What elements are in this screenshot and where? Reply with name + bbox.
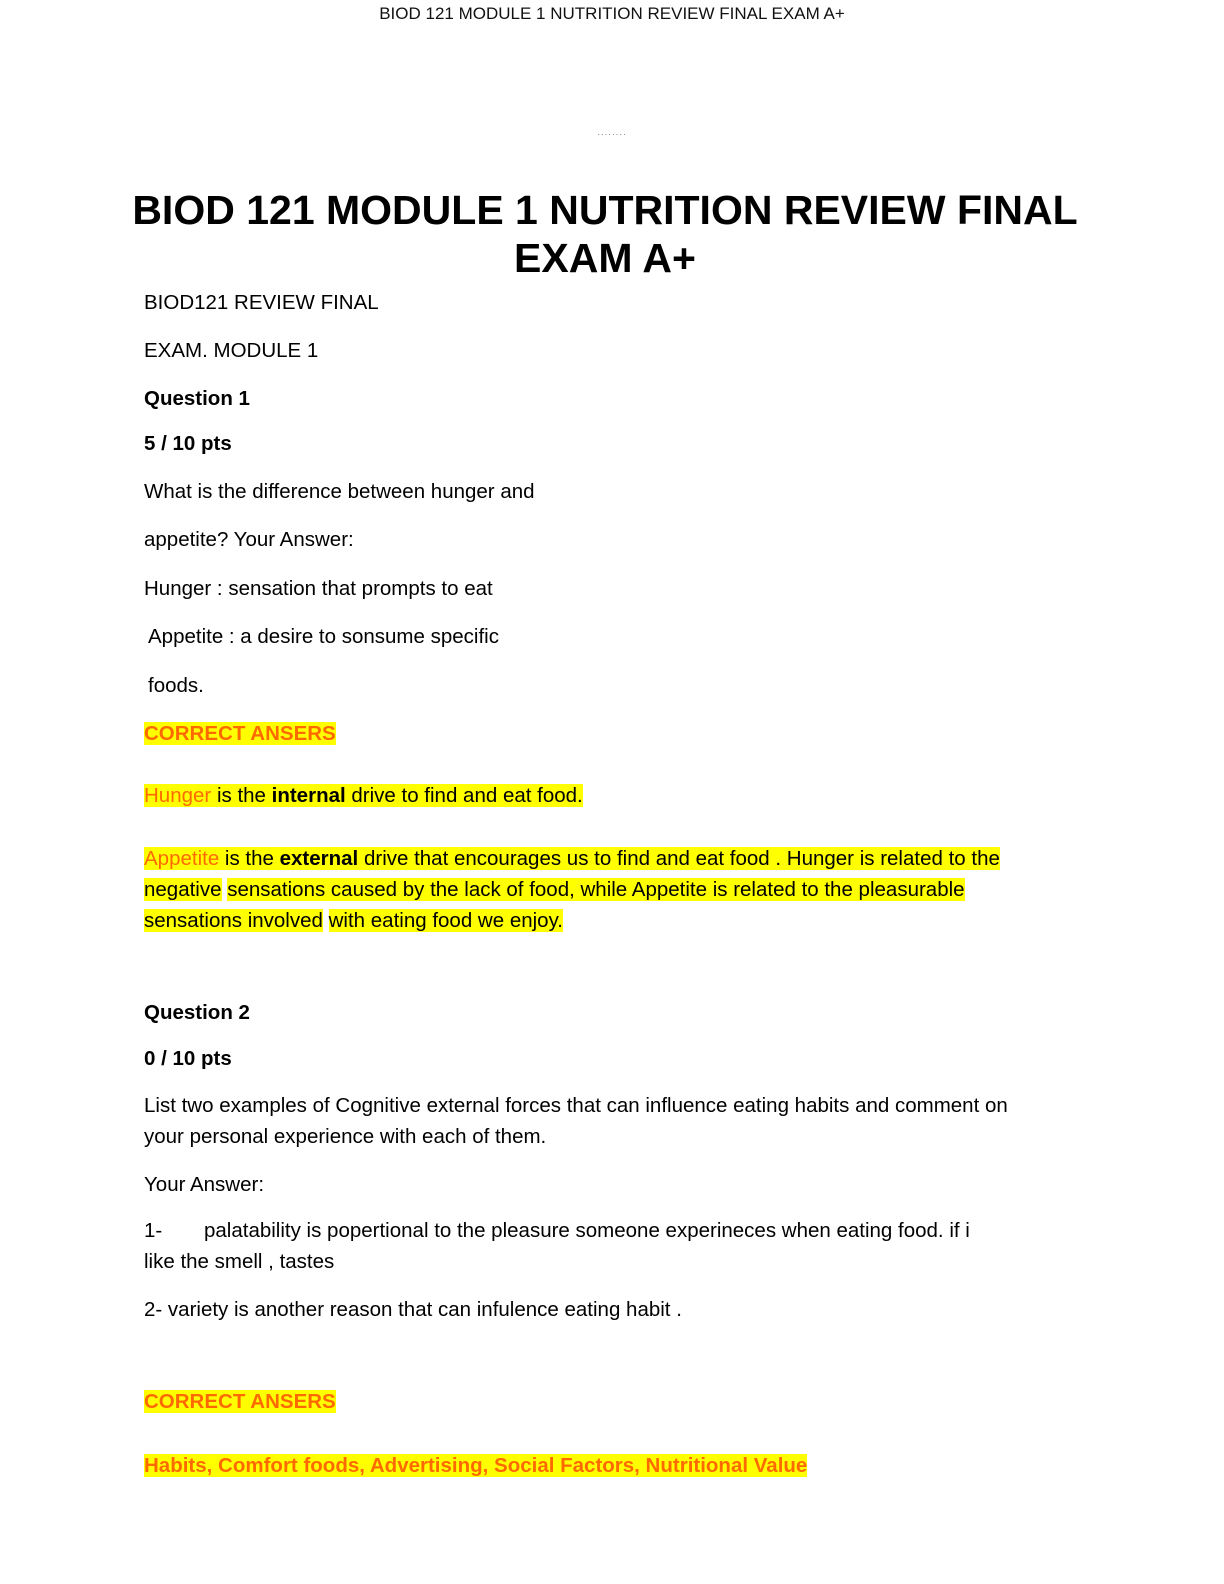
- q2-correct-list: [144, 1450, 807, 1481]
- appetite-text-a: is the: [219, 847, 280, 870]
- q1-label: Question 1: [144, 387, 250, 410]
- q2-correct-list-text: Habits, Comfort foods, Advertising, Social Factors, Nutritional Value: [144, 1454, 808, 1477]
- q1-correct-label-text: CORRECT ANSERS: [144, 722, 336, 745]
- hunger-text-a: is the: [211, 784, 272, 807]
- q1-correct-hunger: [144, 780, 583, 811]
- q1-correct-label: [144, 718, 336, 749]
- q1-answer-line-1: Hunger : sensation that prompts to eat: [144, 577, 493, 600]
- running-header: BIOD 121 MODULE 1 NUTRITION REVIEW FINAL EXAM A+: [379, 4, 845, 23]
- hunger-term: Hunger: [144, 784, 212, 807]
- q1-points: 5 / 10 pts: [144, 432, 232, 455]
- appetite-line-3b: with eating food we enjoy.: [328, 909, 564, 932]
- intro-line-1: BIOD121 REVIEW FINAL: [144, 291, 379, 314]
- q1-correct-appetite-line-3: [144, 905, 563, 936]
- title-line-1: BIOD 121 MODULE 1 NUTRITION REVIEW FINAL: [132, 187, 1078, 233]
- q2-label: Question 2: [144, 1001, 250, 1024]
- internal-term: internal: [271, 784, 346, 807]
- q2-answer-2: 2- variety is another reason that can infulence eating habit .: [144, 1298, 682, 1321]
- q2-question-line-1: List two examples of Cognitive external forces that can influence eating habits and comment on: [144, 1094, 1008, 1117]
- q2-answer-1-line-2: like the smell , tastes: [144, 1250, 335, 1273]
- appetite-term: Appetite: [144, 847, 220, 870]
- external-term: external: [279, 847, 359, 870]
- q2-answer-1-num: 1-: [144, 1219, 163, 1242]
- intro-line-2: EXAM. MODULE 1: [144, 339, 319, 362]
- document-title: [100, 186, 1110, 282]
- q1-correct-appetite-line-1: [144, 843, 1000, 874]
- q1-question-line-1: What is the difference between hunger and: [144, 480, 535, 503]
- q1-correct-appetite-line-2: [144, 874, 965, 905]
- q1-question-line-2: appetite? Your Answer:: [144, 528, 354, 551]
- q2-your-answer: Your Answer:: [144, 1173, 265, 1196]
- q2-points: 0 / 10 pts: [144, 1047, 232, 1070]
- appetite-line-3a: sensations involved: [144, 909, 323, 932]
- appetite-text-b: drive that encourages us to find and eat food . Hunger is related to the: [358, 847, 1000, 870]
- appetite-line-2-text: sensations caused by the lack of food, while Appetite is related to the pleasurable: [227, 878, 965, 901]
- negative-term: negative: [144, 878, 222, 901]
- q1-answer-line-2: Appetite : a desire to sonsume specific: [148, 625, 499, 648]
- q2-answer-1-text: palatability is popertional to the pleasure someone experineces when eating food. if i: [204, 1219, 970, 1242]
- title-line-2: EXAM A+: [514, 235, 696, 281]
- q2-question-line-2: your personal experience with each of them.: [144, 1125, 547, 1148]
- q1-answer-line-3: foods.: [148, 674, 204, 697]
- hunger-text-b: drive to find and eat food.: [345, 784, 583, 807]
- q2-correct-label: [144, 1386, 336, 1417]
- decorative-dots: ········: [597, 130, 627, 139]
- q2-correct-label-text: CORRECT ANSERS: [144, 1390, 336, 1413]
